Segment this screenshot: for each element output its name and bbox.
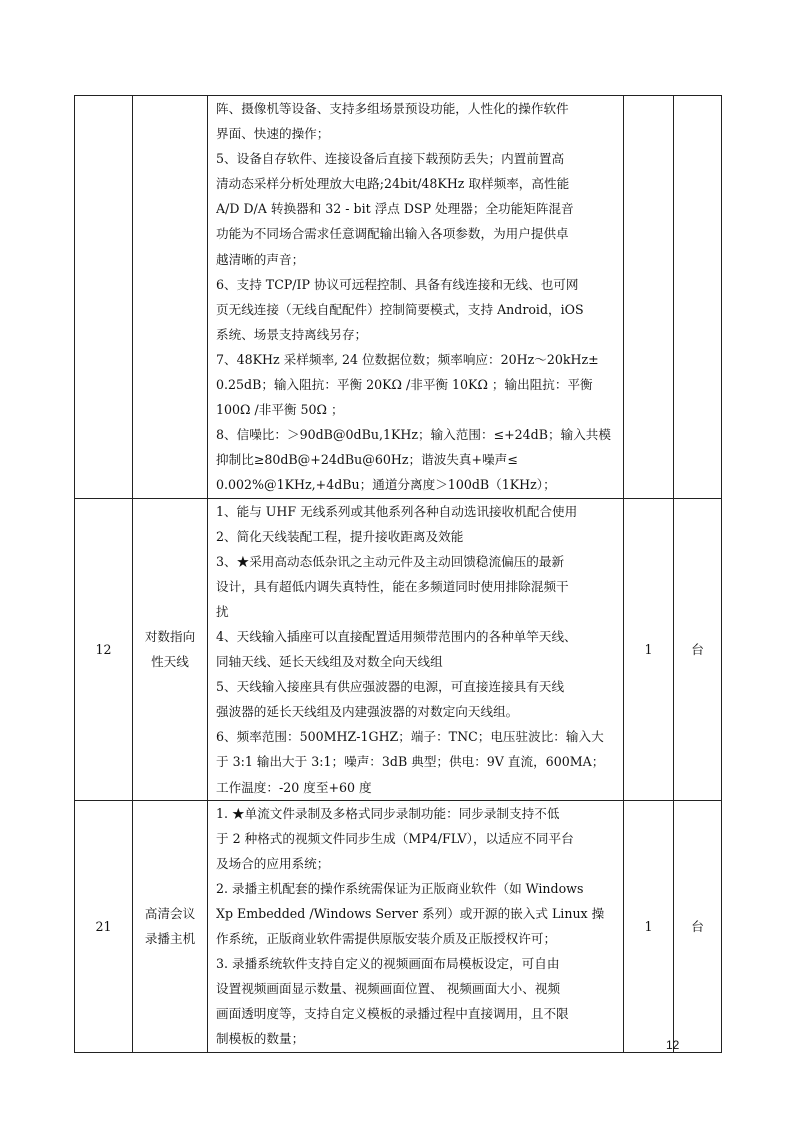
table-row	[75, 800, 722, 1052]
item-number-cell: 21	[75, 800, 133, 1052]
spec-line: 1. ★单流文件录制及多格式同步录制功能：同步录制支持不低	[216, 805, 560, 821]
item-name-cell	[133, 800, 208, 1052]
table-row	[75, 498, 722, 800]
unit-cell: 台	[674, 800, 722, 1052]
item-name-cell	[133, 96, 208, 499]
spec-line: 6、支持 TCP/IP 协议可远程控制、具备有线连接和无线、也可网	[216, 276, 579, 292]
spec-line: 扰	[216, 603, 229, 619]
item-name-line: 录播主机	[144, 931, 196, 947]
spec-line: 0.002%@1KHz,+4dBu；通道分离度＞100dB（1KHz）；	[216, 477, 556, 493]
spec-line: 7、48KHz 采样频率, 24 位数据位数；频率响应：20Hz～20kHz±	[216, 351, 599, 367]
spec-line: 于 3:1 输出大于 3:1；噪声：3dB 典型；供电：9V 直流，600MA；	[216, 754, 605, 770]
spec-line: 同轴天线、延长天线组及对数全向天线组	[216, 654, 443, 670]
spec-line: 于 2 种格式的视频文件同步生成（MP4/FLV），以适应不同平台	[216, 830, 574, 846]
item-spec-cell	[208, 498, 624, 800]
spec-line: 越清晰的声音；	[216, 251, 305, 267]
page-number: 12	[666, 1038, 680, 1052]
spec-line: 2、简化天线装配工程，提升接收距离及效能	[216, 528, 464, 544]
spec-line: 制模板的数量；	[216, 1031, 305, 1047]
quantity-cell: 1	[624, 498, 674, 800]
spec-line: 5、设备自存软件、连接设备后直接下载预防丢失；内置前置高	[216, 151, 565, 167]
spec-line: 5、天线输入接座具有供应强波器的电源，可直接连接具有天线	[216, 679, 565, 695]
spec-line: 设置视频画面显示数量、视频画面位置、 视频画面大小、视频	[216, 981, 561, 997]
spec-line: 画面透明度等，支持自定义模板的录播过程中直接调用，且不限	[216, 1006, 569, 1022]
spec-line: 0.25dB；输入阻抗：平衡 20KΩ /非平衡 10KΩ ；输出阻抗：平衡	[216, 377, 593, 393]
spec-line: 4、天线输入插座可以直接配置适用频带范围内的各种单竿天线、	[216, 628, 577, 644]
spec-table	[74, 95, 722, 1053]
unit-cell: 台	[674, 498, 722, 800]
table-row	[75, 96, 722, 499]
spec-line: 3. 录播系统软件支持自定义的视频画面布局模板设定，可自由	[216, 956, 560, 972]
spec-line: 清动态采样分析处理放大电路;24bit/48KHz 取样频率，高性能	[216, 176, 570, 192]
spec-line: 工作温度：-20 度至+60 度	[216, 779, 372, 795]
spec-line: 1、能与 UHF 无线系列或其他系列各种自动选讯接收机配合使用	[216, 503, 578, 519]
item-name-line: 高清会议	[144, 906, 196, 921]
spec-line: Xp Embedded /Windows Server 系列）或开源的嵌入式 Linux 操	[216, 906, 605, 921]
spec-line: 设计，具有超低内调失真特性，能在多频道同时使用排除混频干	[216, 578, 569, 594]
spec-line: 界面、快速的操作；	[216, 126, 330, 142]
item-name-line: 对数指向	[144, 628, 196, 644]
spec-line: 及场合的应用系统；	[216, 855, 330, 871]
spec-line: 2. 录播主机配套的操作系统需保证为正版商业软件（如 Windows	[216, 880, 584, 896]
spec-line: 抑制比≥80dB@+24dBu@60Hz；谐波失真+噪声≤	[216, 452, 518, 468]
unit-cell	[674, 96, 722, 499]
spec-line: 功能为不同场合需求任意调配输出输入各项参数，为用户提供卓	[216, 226, 569, 242]
quantity-cell	[624, 96, 674, 499]
quantity-cell: 1	[624, 800, 674, 1052]
item-name-cell	[133, 498, 208, 800]
spec-line: 100Ω /非平衡 50Ω ；	[216, 402, 344, 418]
spec-line: 页无线连接（无线自配配件）控制简要模式，支持 Android，iOS	[216, 301, 584, 317]
spec-line: 作系统，正版商业软件需提供原版安装介质及正版授权许可；	[216, 931, 557, 947]
item-spec-cell	[208, 800, 624, 1052]
spec-line: A/D D/A 转换器和 32 - bit 浮点 DSP 处理器；全功能矩阵混音	[216, 201, 574, 217]
spec-line: 阵、摄像机等设备、支持多组场景预设功能，人性化的操作软件	[216, 101, 569, 116]
item-number-cell	[75, 96, 133, 499]
item-name-line: 性天线	[151, 654, 189, 670]
spec-line: 3、★采用高动态低杂讯之主动元件及主动回馈稳流偏压的最新	[216, 553, 565, 569]
spec-table-body	[75, 96, 722, 1053]
spec-line: 系统、场景支持离线另存；	[216, 326, 368, 342]
item-number-cell: 12	[75, 498, 133, 800]
spec-line: 8、信噪比：＞90dB@0dBu,1KHz；输入范围：≤+24dB；输入共模	[216, 427, 611, 443]
item-spec-cell	[208, 96, 624, 499]
spec-line: 6、频率范围：500MHZ-1GHZ；端子：TNC；电压驻波比：输入大	[216, 729, 604, 745]
spec-line: 强波器的延长天线组及内建强波器的对数定向天线组。	[216, 704, 519, 720]
